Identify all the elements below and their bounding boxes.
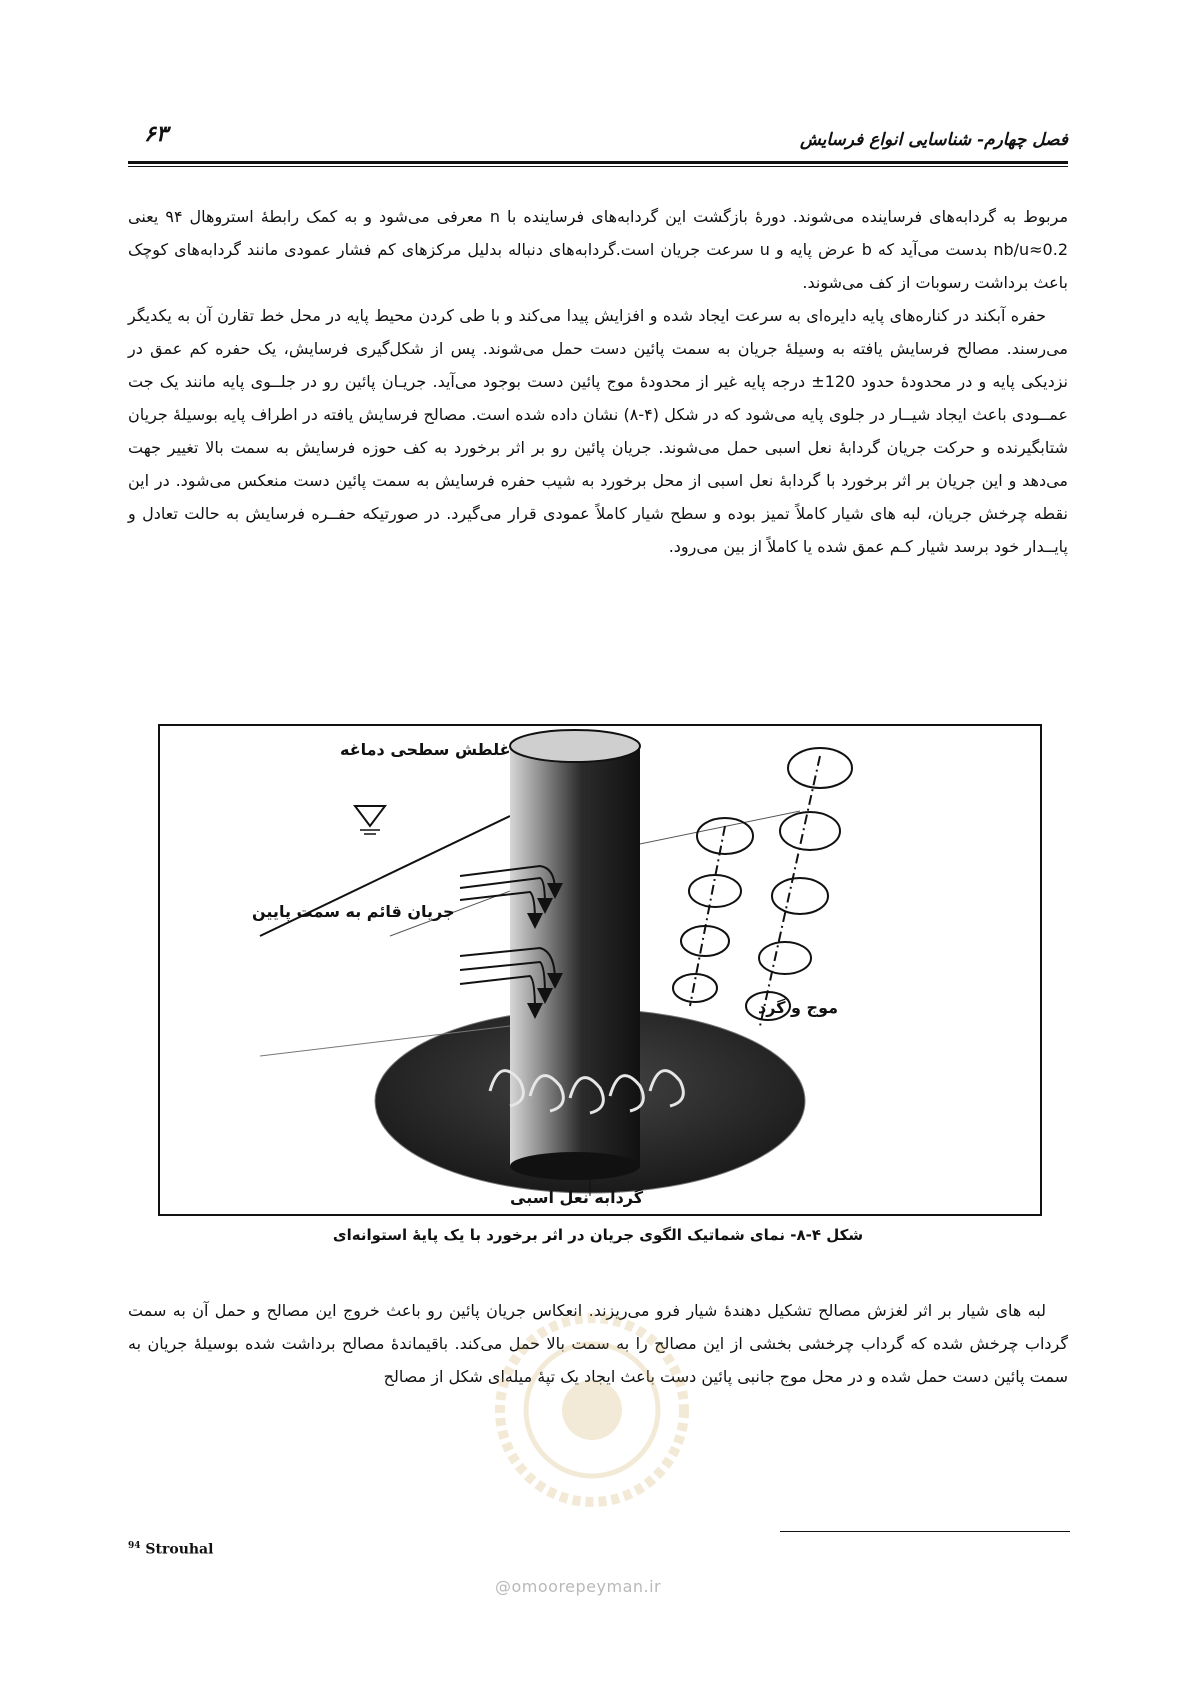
paragraph-3: لبه های شیار بر اثر لغزش مصالح تشکیل دهندهٔ شیار فرو می‌ریزند. انعکاس جریان پائین رو باعث خروج این مصالح و حمل آن به سمت گرداب چرخش شده که گرداب چرخشی بخشی از این مصالح را به سمت بالا حمل می‌کند. باقیماندهٔ مصالح برداشت شده بوسیلهٔ جریان به سمت پائین دست حمل شده و در محل موج جانبی پائین دست باعث ایجاد یک تپهٔ میله‌ای شکل از مصالح xyxy=(128,1301,1068,1386)
page-header xyxy=(128,120,1068,160)
watermark-seal-icon xyxy=(492,1310,692,1510)
page-number: ۶۳ xyxy=(144,122,168,147)
figure-pier-flow xyxy=(158,724,1042,1216)
paragraph-2: حفره آبکند در کناره‌های پایه دایره‌ای به سرعت ایجاد شده و افزایش پیدا می‌کند و با طی کردن محیط پایه در محل خط تقارن آن به یکدیگر می‌رسند. مصالح فرسایش یافته به وسیلهٔ جریان به سمت پائین دست حمل می‌شوند. پس از شکل‌گیری فرسایش، یک حفره کم عمق در نزدیکی پایه و در محدودهٔ حدود 120± درجه پایه غیر از محدودهٔ موج پائین دست بوجود می‌آید. جریـان پائین رو در جلــوی پایه مانند یک جت عمــودی باعث ایجاد شیــار در جلوی پایه می‌شود که در شکل (۴-۸) نشان داده شده است. مصالح فرسایش یافته در اطراف پایه بوسیلهٔ جریان شتابگیرنده و حرکت جریان گردابهٔ نعل اسبی حمل می‌شوند. جریان پائین رو بر اثر برخورد به کف حوزه فرسایش به سمت بالا تغییر جهت می‌دهد و این جریان بر اثر برخورد با گردابهٔ نعل اسبی از محل برخورد به شیب حفره فرسایش به سمت پائین دست منعکس می‌شود. در این نقطه چرخش جریان، لبه های شیار کاملاً تمیز بوده و سطح شیار کاملاً عمودی قرار می‌گیرد. در صورتیکه حفــره فرسایش به حالت تعادل و پایــدار خود برسد شیار کـم عمق شده یا کاملاً از بین می‌رود. xyxy=(128,306,1069,556)
label-wake-vortex: موج و گرد xyxy=(758,998,839,1017)
flow-schematic xyxy=(160,726,1040,1214)
footnote xyxy=(128,1541,213,1558)
footnote-rule xyxy=(780,1531,1070,1532)
wake-vortices xyxy=(673,748,852,1026)
header-rule-thick xyxy=(128,161,1068,164)
chapter-title: فصل چهارم- شناسایی انواع فرسایش xyxy=(799,130,1068,150)
watermark-url: @omoorepeyman.ir xyxy=(495,1577,662,1596)
label-surface-roller: غلطش سطحی دماغه xyxy=(340,740,511,759)
footnote-text: Strouhal xyxy=(145,1541,214,1558)
water-level-icon xyxy=(355,806,385,834)
paragraph-1: مربوط به گردابه‌های فرساینده می‌شوند. دورهٔ بازگشت این گردابه‌های فرساینده با n معرفی می‌شود و به کمک رابطهٔ استروهال ۹۴ یعنی nb/u≈0.2 بدست می‌آید که b عرض پایه و u سرعت جریان است.گردابه‌های دنباله بدلیل مرکزهای کم فشار عمودی مانند گردابه‌های کوچک باعث برداشت رسوبات از کف می‌شوند. xyxy=(128,207,1069,292)
footnote-number: 94 xyxy=(128,1541,141,1551)
body-text-top xyxy=(128,200,1068,563)
figure-caption: شکل ۴-۸- نمای شماتیک الگوی جریان در اثر برخورد با یک پایهٔ استوانه‌ای xyxy=(332,1226,864,1244)
pier-cylinder xyxy=(510,746,640,1166)
label-horseshoe-vortex: گردابه نعل اسبی xyxy=(510,1188,644,1207)
label-down-flow: جریان قائم به سمت پایین xyxy=(252,902,455,921)
header-rule-thin xyxy=(128,166,1068,167)
